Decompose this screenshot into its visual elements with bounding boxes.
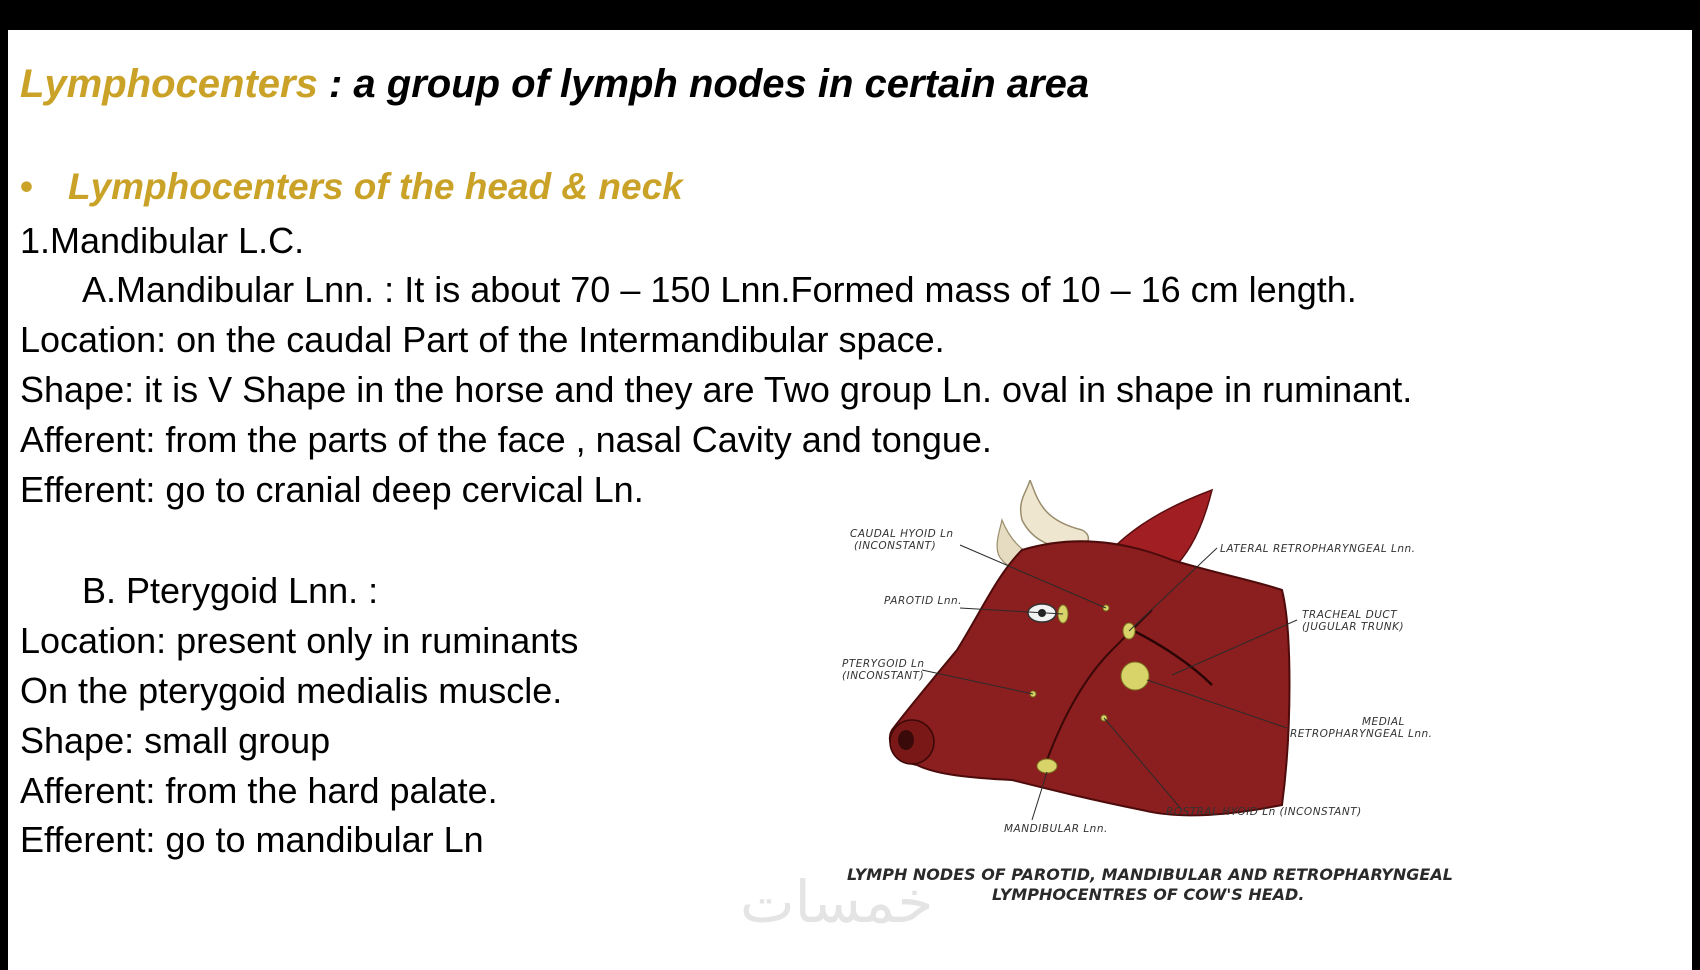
lymph-node-mandibular <box>1037 759 1057 773</box>
head-shape <box>890 541 1290 815</box>
text-line-mandibular-lc: 1.Mandibular L.C. <box>20 220 305 261</box>
text-line-pterygoid-lnn: B. Pterygoid Lnn. : <box>82 570 379 611</box>
text-line-efferent: Efferent: go to cranial deep cervical Ln. <box>20 469 644 510</box>
label-lateral-retropharyngeal: LATERAL RETROPHARYNGEAL Lnn. <box>1220 543 1416 555</box>
text-line-pterygoid-muscle: On the pterygoid medialis muscle. <box>20 670 563 711</box>
watermark-logo: خمسات <box>740 868 934 936</box>
bullet-text: Lymphocenters of the head & neck <box>68 166 683 207</box>
label-parotid: PAROTID Lnn. <box>884 595 962 607</box>
label-pterygoid-note: (INCONSTANT) <box>842 670 925 682</box>
figure-caption-line-1: LYMPH NODES OF PAROTID, MANDIBULAR AND RETROPHARYNGEAL <box>847 865 1453 884</box>
text-line-shape: Shape: it is V Shape in the horse and they are Two group Ln. oval in shape in ruminant. <box>20 369 1413 410</box>
label-medial-retropharyngeal: RETROPHARYNGEAL Lnn. <box>1290 728 1433 740</box>
slide-title <box>20 62 1089 107</box>
bullet-heading <box>20 166 683 208</box>
label-pterygoid: PTERYGOID Ln <box>842 658 925 670</box>
lymph-node-medial-retro <box>1121 662 1149 690</box>
nostril-shape <box>898 730 914 750</box>
horn-shape <box>1021 480 1089 548</box>
top-black-bar <box>0 0 1700 30</box>
label-caudal-hyoid-note: (INCONSTANT) <box>854 540 937 552</box>
label-mandibular: MANDIBULAR Lnn. <box>1004 823 1108 835</box>
text-line-mandibular-lnn: A.Mandibular Lnn. : It is about 70 – 150 Lnn.Formed mass of 10 – 16 cm length. <box>82 269 1357 310</box>
text-line-location: Location: on the caudal Part of the Intermandibular space. <box>20 319 945 360</box>
lymph-node-caudal-hyoid <box>1103 605 1109 611</box>
label-caudal-hyoid: CAUDAL HYOID Ln <box>850 528 954 540</box>
label-rostral-hyoid: ROSTRAL HYOID Ln (INCONSTANT) <box>1166 806 1362 818</box>
text-line-pterygoid-location: Location: present only in ruminants <box>20 620 579 661</box>
text-line-pterygoid-shape: Shape: small group <box>20 720 331 761</box>
title-definition: : a group of lymph nodes in certain area <box>317 62 1090 106</box>
cow-head-lymph-figure <box>842 480 1512 940</box>
text-line-pterygoid-efferent: Efferent: go to mandibular Ln <box>20 819 484 860</box>
bullet-dot: • <box>20 166 33 207</box>
title-accent: Lymphocenters <box>20 62 318 106</box>
label-medial: MEDIAL <box>1362 716 1405 728</box>
label-tracheal-duct: TRACHEAL DUCT <box>1302 609 1398 621</box>
text-line-pterygoid-afferent: Afferent: from the hard palate. <box>20 770 498 811</box>
text-line-afferent: Afferent: from the parts of the face , nasal Cavity and tongue. <box>20 419 992 460</box>
figure-caption-line-2: LYMPHOCENTRES OF COW'S HEAD. <box>992 885 1305 904</box>
label-jugular-trunk: (JUGULAR TRUNK) <box>1302 621 1405 633</box>
